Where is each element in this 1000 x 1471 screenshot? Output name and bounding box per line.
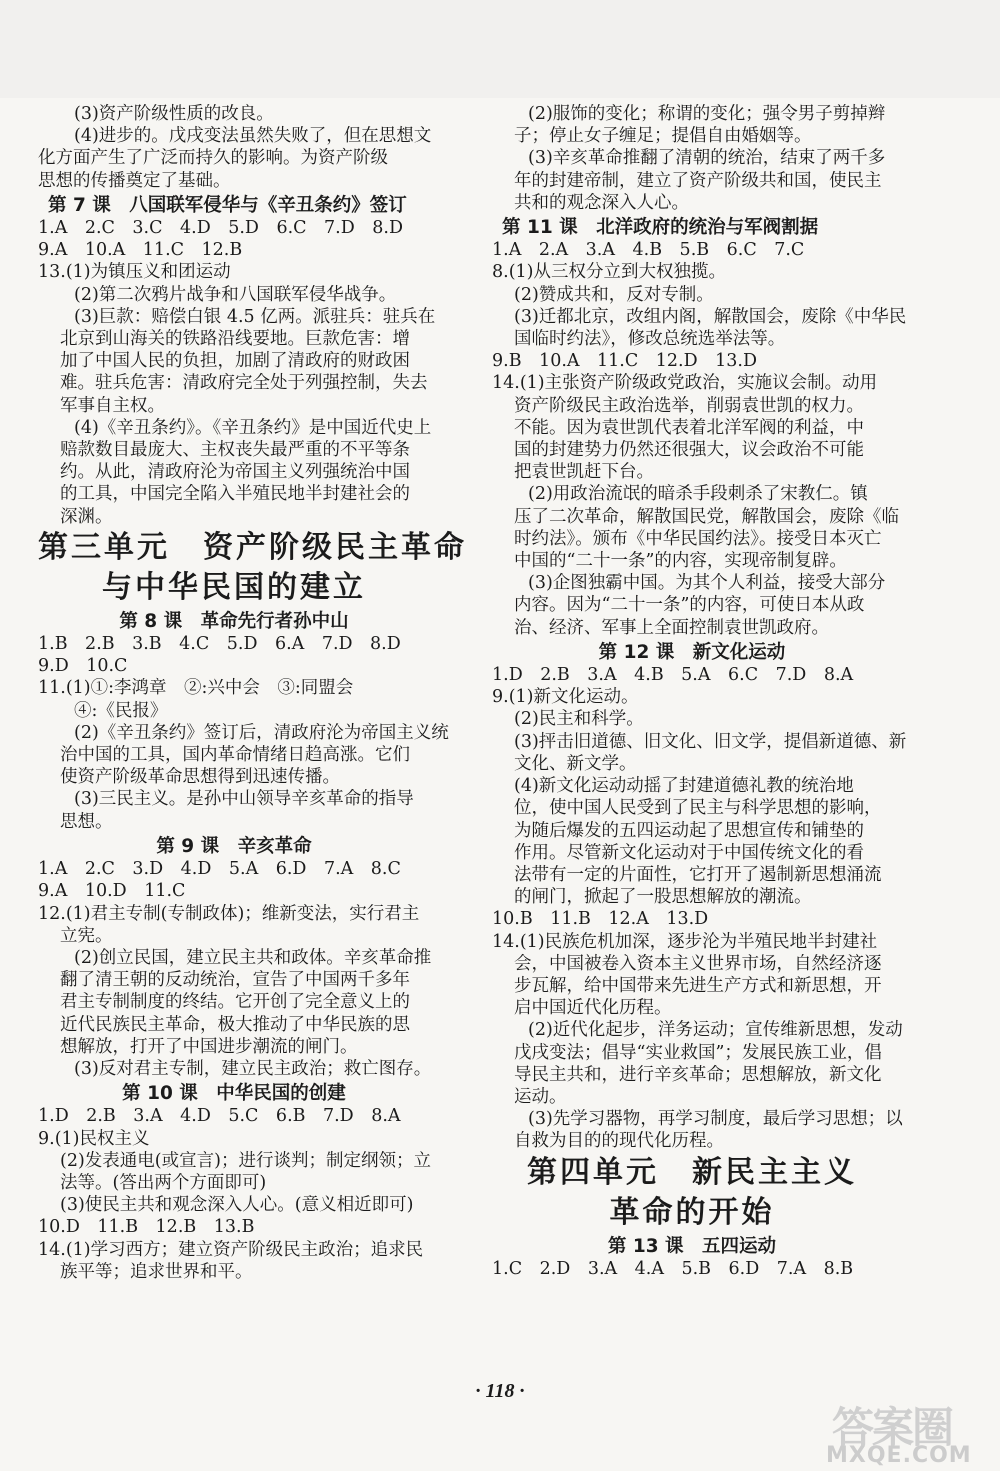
answer-line: 使资产阶级革命思想得到迅速传播。 (60, 767, 340, 788)
answer-line: (2)发表通电(或宣言)；进行谈判；制定纲领；立 (60, 1150, 431, 1171)
answer-line: 时约法》。颁布《中华民国约法》。接受日本灭亡 (514, 528, 882, 549)
answer-line: 1.B 2.B 3.B 4.C 5.D 6.A 7.D 8.D (38, 634, 401, 655)
answer-line: 14.(1)学习西方；建立资产阶级民主政治；追求民 (38, 1239, 424, 1260)
page-number: · 118 · (475, 1380, 525, 1402)
answer-line: 思想的传播奠定了基础。 (38, 170, 231, 191)
answer-line: 法等。(答出两个方面即可) (60, 1172, 267, 1193)
answer-line: 文化、新文学。 (514, 753, 637, 774)
right-column (492, 103, 907, 1280)
lesson-heading: 第 12 课 新文化运动 (598, 641, 786, 663)
answer-line: (2)用政治流氓的暗杀手段刺杀了宋教仁。镇 (528, 484, 868, 505)
answer-line: 9.(1)新文化运动。 (492, 687, 639, 708)
answer-line: 9.D 10.C (38, 656, 128, 677)
answer-line: 1.A 2.A 3.A 4.B 5.B 6.C 7.C (492, 240, 805, 261)
answer-line: 国的封建势力仍然还很强大，议会政治不可能 (514, 440, 864, 461)
answer-line: 为随后爆发的五四运动起了思想宣传和铺垫的 (514, 820, 864, 841)
answer-line: 把袁世凯赶下台。 (514, 462, 654, 483)
answer-line: 作用。尽管新文化运动对于中国传统文化的看 (514, 842, 864, 863)
answer-line: (2)近代化起步，洋务运动；宣传维新思想，发动 (528, 1020, 903, 1041)
answer-line: 近代民族民主革命，极大推动了中华民族的思 (60, 1014, 410, 1035)
answer-line: 10.D 11.B 12.B 13.B (38, 1217, 255, 1238)
answer-line: 14.(1)民族危机加深，逐步沦为半殖民地半封建社 (492, 931, 878, 952)
answer-line: (3)资产阶级性质的改良。 (74, 104, 274, 124)
answer-line: 法带有一定的片面性，它打开了遏制新思想涌流 (514, 864, 882, 885)
unit-title: 与中华民国的建立 (102, 569, 366, 605)
answer-line: 不能。因为袁世凯代表着北洋军阀的利益，中 (514, 417, 864, 438)
lesson-heading: 第 11 课 北洋政府的统治与军阀割据 (502, 217, 819, 239)
answer-line: 13.(1)为镇压义和团运动 (38, 262, 231, 283)
answer-line: 9.A 10.A 11.C 12.B (38, 240, 243, 261)
answer-line: (2)第二次鸦片战争和八国联军侵华战争。 (74, 284, 397, 305)
answer-line: 加了中国人民的负担，加剧了清政府的财政困 (60, 351, 410, 372)
answer-line: (2)赞成共和，反对专制。 (514, 284, 714, 305)
answer-line: (2)民主和科学。 (514, 709, 644, 730)
answer-line: (2)《辛丑条约》签订后，清政府沦为帝国主义统 (74, 722, 449, 743)
answer-line: 会，中国被卷入资本主义世界市场，自然经济逐 (514, 953, 882, 974)
answer-line: (3)企图独霸中国。为其个人利益，接受大部分 (528, 573, 886, 594)
answer-line: 1.A 2.C 3.C 4.D 5.D 6.C 7.D 8.D (38, 218, 404, 239)
answer-line: 步瓦解，给中国带来先进生产方式和新思想，开 (514, 975, 882, 996)
answer-line: 共和的观念深入人心。 (514, 192, 689, 213)
answer-line: 位，使中国人民受到了民主与科学思想的影响， (514, 798, 882, 819)
answer-line: 赔款数目最庞大、主权丧失最严重的不平等条 (60, 440, 410, 461)
answer-line: (2)创立民国，建立民主共和政体。辛亥革命推 (74, 947, 432, 968)
watermark-url: MXQE.COM (826, 1443, 972, 1468)
answer-line: 深渊。 (60, 506, 113, 527)
watermark-text: 答案圈 (832, 1403, 953, 1452)
answer-line: 翻了清王朝的反动统治，宣告了中国两千多年 (60, 970, 410, 991)
answer-line: (2)服饰的变化；称谓的变化；强令男子剪掉辫 (528, 104, 886, 124)
answer-line: 想解放，打开了中国进步潮流的闸门。 (60, 1036, 358, 1057)
answer-line: (3)三民主义。是孙中山领导辛亥革命的指导 (74, 789, 414, 810)
answer-line: 11.(1)①:李鸿章 ②:兴中会 ③:同盟会 (38, 678, 354, 699)
answer-line: 国临时约法》，修改总统选举法等。 (514, 329, 786, 350)
answer-line: (3)迁都北京，改组内阁，解散国会，废除《中华民 (514, 306, 907, 327)
answer-line: 立宪。 (60, 925, 113, 946)
scan-top-margin (0, 0, 1000, 98)
answer-line: (3)先学习器物，再学习制度，最后学习思想；以 (528, 1109, 903, 1130)
answer-line: (4)《辛丑条约》。《辛丑条约》是中国近代史上 (74, 417, 432, 438)
answer-line: 1.A 2.C 3.D 4.D 5.A 6.D 7.A 8.C (38, 859, 401, 880)
answer-line: (4)进步的。戊戌变法虽然失败了，但在思想文 (74, 126, 432, 147)
answer-line: 君主专制制度的终结。它开创了完全意义上的 (60, 992, 410, 1013)
answer-line: 子；停止女子缠足；提倡自由婚姻等。 (514, 126, 812, 147)
unit-title: 第四单元 新民主主义 (527, 1154, 857, 1190)
answer-line: 8.(1)从三权分立到大权独揽。 (492, 262, 726, 283)
answer-line: (3)辛亥革命推翻了清朝的统治，结束了两千多 (528, 148, 886, 169)
answer-line: 14.(1)主张资产阶级政党政治，实施议会制。动用 (492, 373, 878, 394)
answer-line: (4)新文化运动动摇了封建道德礼教的统治地 (514, 776, 854, 797)
left-column (38, 103, 467, 1283)
answer-line: 内容。因为“二十一条”的内容，可使日本从政 (514, 595, 865, 616)
answer-line: 启中国近代化历程。 (514, 998, 672, 1019)
answer-line: 10.B 11.B 12.A 13.D (492, 909, 709, 930)
answer-line: 北京到山海关的铁路沿线要地。巨款危害：增 (60, 329, 410, 350)
answer-line: 1.D 2.B 3.A 4.B 5.A 6.C 7.D 8.A (492, 665, 854, 686)
answer-line: 1.C 2.D 3.A 4.A 5.B 6.D 7.A 8.B (492, 1258, 854, 1279)
answer-line: 治、经济、军事上全面控制袁世凯政府。 (514, 617, 829, 638)
answer-line: 自救为目的的现代化历程。 (514, 1131, 724, 1152)
watermark-logo (826, 1395, 994, 1467)
answer-line: 9.B 10.A 11.C 12.D 13.D (492, 351, 757, 372)
answer-line: 军事自主权。 (60, 395, 165, 416)
answer-line: 9.(1)民权主义 (38, 1128, 150, 1149)
answer-line: 1.D 2.B 3.A 4.D 5.C 6.B 7.D 8.A (38, 1106, 401, 1127)
answer-line: 资产阶级民主政治选举，削弱袁世凯的权力。 (514, 395, 864, 416)
lesson-heading: 第 7 课 八国联军侵华与《辛丑条约》签订 (48, 194, 407, 216)
answer-line: 导民主共和，进行辛亥革命；思想解放，新文化 (514, 1064, 882, 1085)
answer-line: 的闸门，掀起了一股思想解放的潮流。 (514, 887, 812, 908)
lesson-heading: 第 9 课 辛亥革命 (156, 835, 312, 857)
answer-line: ④:《民报》 (74, 700, 168, 721)
answer-line: (3)抨击旧道德、旧文化、旧文学，提倡新道德、新 (514, 731, 907, 752)
lesson-heading: 第 13 课 五四运动 (607, 1235, 777, 1257)
answer-line: 中国的“二十一条”的内容，实现帝制复辟。 (514, 551, 847, 572)
answer-line: 难。驻兵危害：清政府完全处于列强控制，失去 (60, 373, 428, 394)
answer-line: 思想。 (60, 811, 113, 832)
unit-title: 第三单元 资产阶级民主革命 (38, 529, 467, 565)
answer-line: 运动。 (514, 1086, 567, 1107)
answer-line: 12.(1)君主专制(专制政体)；维新变法，实行君主 (38, 903, 420, 924)
answer-line: 约。从此，清政府沦为帝国主义列强统治中国 (60, 462, 410, 483)
answer-line: 族平等；追求世界和平。 (60, 1261, 253, 1282)
answer-line: 的工具，中国完全陷入半殖民地半封建社会的 (60, 484, 410, 505)
answer-line: 化方面产生了广泛而持久的影响。为资产阶级 (38, 148, 388, 169)
lesson-heading: 第 10 课 中华民国的创建 (122, 1083, 346, 1105)
lesson-heading: 第 8 课 革命先行者孙中山 (119, 610, 349, 632)
unit-title: 革命的开始 (609, 1194, 775, 1230)
answer-line: 9.A 10.D 11.C (38, 881, 186, 902)
answer-line: (3)反对君主专制，建立民主政治；救亡图存。 (74, 1058, 432, 1079)
answer-line: 治中国的工具，国内革命情绪日趋高涨。它们 (60, 745, 410, 766)
answer-line: (3)巨款：赔偿白银 4.5 亿两。派驻兵：驻兵在 (74, 306, 436, 327)
answer-line: (3)使民主共和观念深入人心。(意义相近即可) (60, 1195, 414, 1216)
answer-line: 戊戌变法；倡导“实业救国”；发展民族工业，倡 (514, 1042, 882, 1063)
answer-line: 压了二次革命，解散国民党，解散国会，废除《临 (514, 506, 899, 527)
answer-line: 年的封建帝制，建立了资产阶级共和国，使民主 (514, 170, 882, 191)
